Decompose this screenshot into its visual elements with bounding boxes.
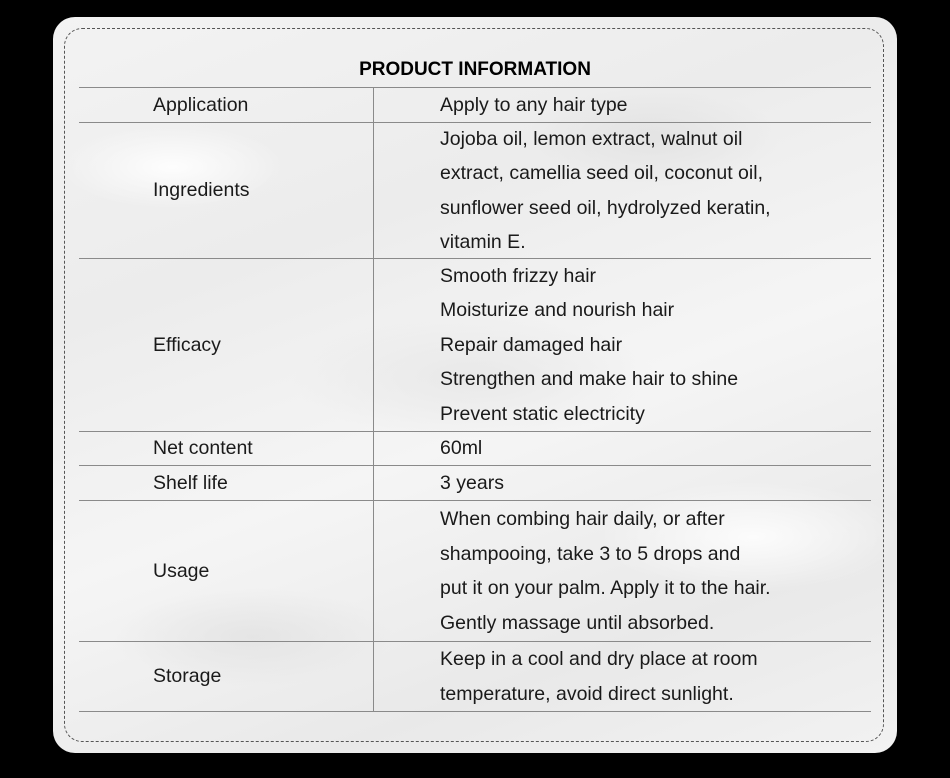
table-row-ingredients (79, 123, 871, 259)
value-line: Strengthen and make hair to shine (440, 368, 739, 391)
value-line: Gently massage until absorbed. (440, 611, 715, 634)
value-line: Prevent static electricity (440, 402, 645, 425)
value-line: Keep in a cool and dry place at room (440, 648, 758, 670)
value-line: sunflower seed oil, hydrolyzed keratin, (440, 196, 771, 219)
table-row-efficacy (79, 259, 871, 432)
row-value (374, 88, 871, 122)
table-row-shelf-life (79, 466, 871, 501)
row-label: Net content (79, 432, 374, 465)
row-label: Application (79, 88, 374, 122)
row-value (374, 642, 871, 711)
product-info-card (53, 17, 897, 753)
row-label: Storage (79, 642, 374, 711)
row-label: Efficacy (79, 259, 374, 431)
value-line: temperature, avoid direct sunlight. (440, 682, 734, 705)
value-line: vitamin E. (440, 231, 526, 253)
row-label: Ingredients (79, 123, 374, 258)
page-title: PRODUCT INFORMATION (359, 59, 591, 80)
row-value (374, 432, 871, 465)
value-line: Apply to any hair type (440, 93, 628, 116)
value-line: Smooth frizzy hair (440, 264, 597, 287)
row-label: Usage (79, 501, 374, 641)
value-line: When combing hair daily, or after (440, 508, 725, 530)
table-row-storage (79, 642, 871, 712)
value-line: 60ml (440, 437, 483, 460)
value-line: 3 years (440, 471, 504, 494)
row-value (374, 501, 871, 641)
table-row-application (79, 88, 871, 123)
product-info-table (79, 87, 871, 712)
row-value (374, 259, 871, 431)
value-line: extract, camellia seed oil, coconut oil, (440, 162, 763, 184)
row-label: Shelf life (79, 466, 374, 500)
table-row-net-content (79, 432, 871, 466)
value-line: Repair damaged hair (440, 333, 623, 356)
value-line: Jojoba oil, lemon extract, walnut oil (440, 127, 743, 150)
row-value (374, 123, 871, 258)
row-value (374, 466, 871, 500)
value-line: shampooing, take 3 to 5 drops and (440, 542, 741, 565)
value-line: put it on your palm. Apply it to the hair. (440, 577, 771, 599)
value-line: Moisturize and nourish hair (440, 299, 675, 322)
table-row-usage (79, 501, 871, 642)
